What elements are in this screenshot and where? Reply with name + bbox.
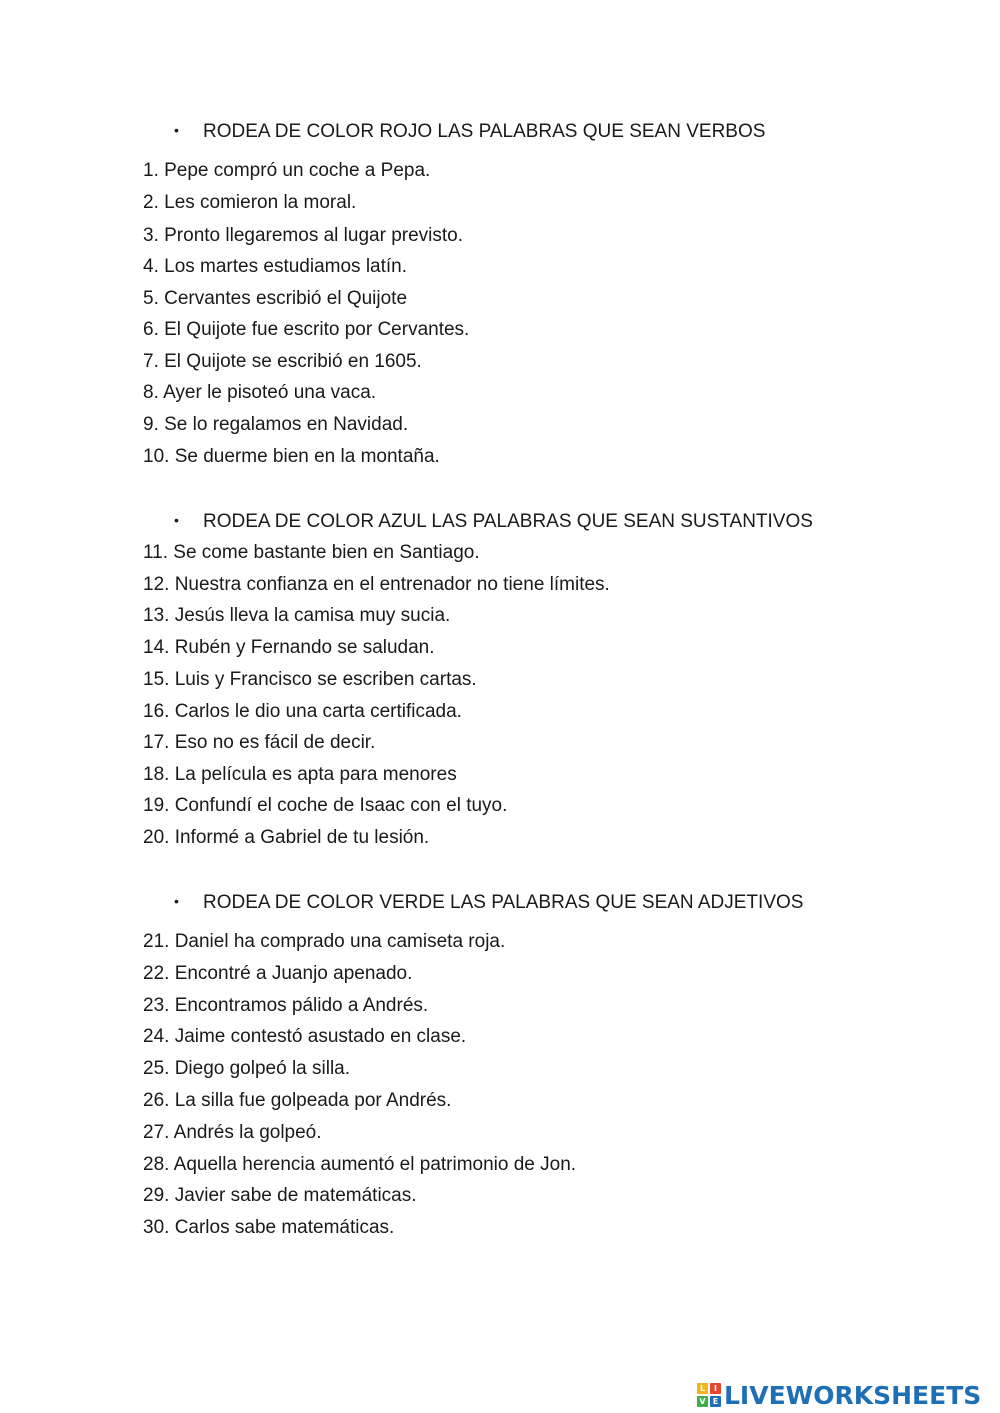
list-item: 8. Ayer le pisoteó una vaca. <box>143 382 377 403</box>
list-item: 6. El Quijote fue escrito por Cervantes. <box>143 319 470 340</box>
list-item: 29. Javier sabe de matemáticas. <box>143 1185 417 1206</box>
list-item: 13. Jesús lleva la camisa muy sucia. <box>143 605 451 626</box>
bullet-icon: • <box>174 893 179 909</box>
list-item: 1. Pepe compró un coche a Pepa. <box>143 160 431 181</box>
list-item: 23. Encontramos pálido a Andrés. <box>143 995 429 1016</box>
section-heading <box>174 511 813 533</box>
list-item: 26. La silla fue golpeada por Andrés. <box>143 1090 452 1111</box>
list-item: 11. Se come bastante bien en Santiago. <box>143 542 480 563</box>
list-item: 25. Diego golpeó la silla. <box>143 1058 351 1079</box>
list-item: 7. El Quijote se escribió en 1605. <box>143 351 422 372</box>
section-heading-text: RODEA DE COLOR VERDE LAS PALABRAS QUE SEAN ADJETIVOS <box>203 892 804 913</box>
logo-text: LIVEWORKSHEETS <box>724 1380 982 1410</box>
logo-square: L <box>697 1383 708 1394</box>
section-heading-text: RODEA DE COLOR ROJO LAS PALABRAS QUE SEAN VERBOS <box>203 121 766 142</box>
list-item: 22. Encontré a Juanjo apenado. <box>143 963 413 984</box>
logo-square: V <box>697 1396 708 1407</box>
list-item: 19. Confundí el coche de Isaac con el tuyo. <box>143 795 508 816</box>
list-item: 5. Cervantes escribió el Quijote <box>143 288 408 309</box>
list-item: 10. Se duerme bien en la montaña. <box>143 446 440 467</box>
list-item: 3. Pronto llegaremos al lugar previsto. <box>143 225 463 246</box>
list-item: 4. Los martes estudiamos latín. <box>143 256 408 277</box>
logo-square: I <box>710 1383 721 1394</box>
list-item: 18. La película es apta para menores <box>143 764 457 785</box>
bullet-icon: • <box>174 122 179 138</box>
list-item: 27. Andrés la golpeó. <box>143 1122 322 1143</box>
list-item: 9. Se lo regalamos en Navidad. <box>143 414 409 435</box>
list-item: 17. Eso no es fácil de decir. <box>143 732 376 753</box>
list-item: 24. Jaime contestó asustado en clase. <box>143 1026 467 1047</box>
list-item: 15. Luis y Francisco se escriben cartas. <box>143 669 477 690</box>
list-item: 21. Daniel ha comprado una camiseta roja. <box>143 931 506 952</box>
section-heading <box>174 892 803 914</box>
list-item: 28. Aquella herencia aumentó el patrimonio de Jon. <box>143 1154 577 1175</box>
logo-square: E <box>710 1396 721 1407</box>
logo-squares-icon <box>697 1383 721 1407</box>
section-heading <box>174 121 765 143</box>
list-item: 30. Carlos sabe matemáticas. <box>143 1217 395 1238</box>
liveworksheets-logo <box>697 1378 981 1412</box>
section-heading-text: RODEA DE COLOR AZUL LAS PALABRAS QUE SEAN SUSTANTIVOS <box>203 511 813 532</box>
list-item: 12. Nuestra confianza en el entrenador no tiene límites. <box>143 574 610 595</box>
list-item: 14. Rubén y Fernando se saludan. <box>143 637 435 658</box>
bullet-icon: • <box>174 512 179 528</box>
list-item: 2. Les comieron la moral. <box>143 192 357 213</box>
list-item: 16. Carlos le dio una carta certificada. <box>143 701 462 722</box>
list-item: 20. Informé a Gabriel de tu lesión. <box>143 827 430 848</box>
